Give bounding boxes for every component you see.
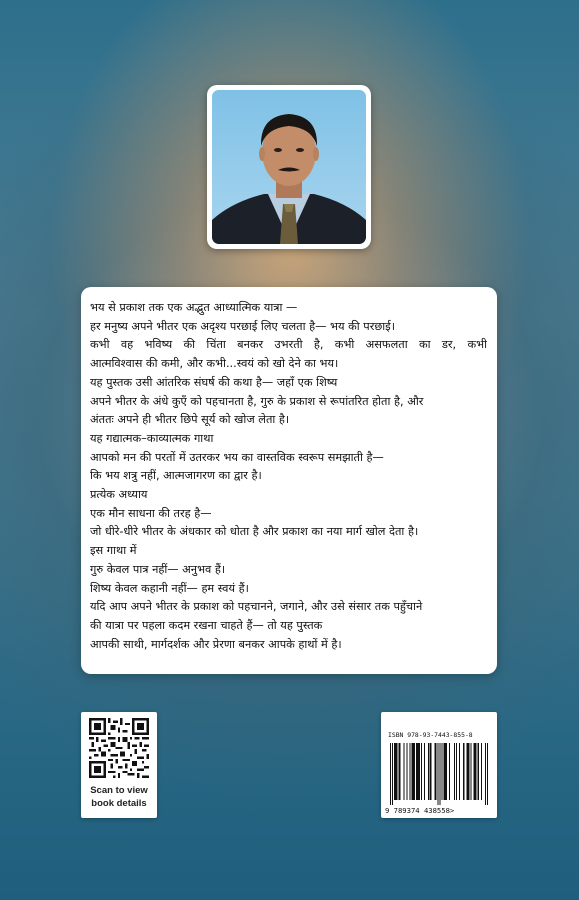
author-photo-frame <box>207 85 371 249</box>
isbn-barcode-card <box>381 712 497 818</box>
barcode-bar <box>449 743 450 800</box>
barcode-bar <box>437 743 438 805</box>
blurb-line: यदि आप अपने भीतर के प्रकाश को पहचानने, जगाने, और उसे संसार तक पहुँचाने <box>90 600 423 614</box>
barcode-bar <box>398 743 399 800</box>
barcode-bar <box>407 743 408 800</box>
barcode-bar <box>487 743 488 805</box>
barcode-bar <box>399 743 400 800</box>
blurb-line: जो धीरे-धीरे भीतर के अंधकार को धोता है और प्रकाश का नया मार्ग खोल देता है। <box>90 525 419 539</box>
barcode-bar <box>466 743 467 800</box>
blurb-card <box>81 287 497 674</box>
barcode-bar <box>395 743 396 800</box>
barcode-bar <box>394 743 395 800</box>
barcode-bar <box>481 743 482 800</box>
barcode-bar <box>476 743 477 800</box>
barcode-bar <box>456 743 457 800</box>
barcode-bar <box>410 743 411 800</box>
blurb-line: यह गद्यात्मक–काव्यात्मक गाथा <box>90 431 214 445</box>
barcode-bar <box>467 743 468 800</box>
barcode-bar <box>463 743 464 800</box>
barcode-bar <box>412 743 413 800</box>
qr-code-card[interactable] <box>81 712 157 818</box>
barcode-bar <box>454 743 455 800</box>
barcode-bar <box>430 743 431 800</box>
barcode-bar <box>440 743 441 805</box>
barcode-bar <box>435 743 436 800</box>
barcode-bar <box>416 743 417 800</box>
barcode-bar <box>459 743 460 800</box>
barcode-bar <box>485 743 486 805</box>
blurb-line: आपको मन की परतों में उतरकर भय का वास्तविक स्वरूप समझाती है— <box>90 450 384 464</box>
barcode-bar <box>468 743 469 800</box>
blurb-line: आपकी साथी, मार्गदर्शक और प्रेरणा बनकर आपके हाथों में है। <box>90 637 342 651</box>
blurb-line: शिष्य केवल कहानी नहीं— हम स्वयं हैं। <box>90 581 249 595</box>
blurb-line: कि भय शत्रु नहीं, आत्मजागरण का द्वार है। <box>90 469 262 483</box>
barcode-bar <box>414 743 415 800</box>
barcode-bar <box>403 743 404 800</box>
barcode-bar <box>419 743 420 800</box>
blurb-line: की यात्रा पर पहला कदम रखना चाहते हैं— तो यह पुस्तक <box>90 618 323 632</box>
barcode-bar <box>475 743 476 800</box>
blurb-line: गुरु केवल पात्र नहीं— अनुभव हैं। <box>90 562 226 576</box>
barcode-arrow: > <box>449 806 455 815</box>
barcode-bar <box>442 743 443 800</box>
barcode-bar <box>396 743 397 800</box>
blurb-line: कभी वह भविष्य की चिंता बनकर उभरती है, कभी असफलता का डर, कभी <box>90 338 487 352</box>
qr-code-icon[interactable] <box>89 718 149 778</box>
barcode-bar <box>446 743 447 800</box>
barcode-bar <box>417 743 418 800</box>
barcode-bar <box>413 743 414 800</box>
qr-caption <box>81 784 157 810</box>
barcode-bar <box>421 743 422 800</box>
blurb-line: एक मौन साधना की तरह है— <box>90 506 212 520</box>
barcode-bar <box>418 743 419 800</box>
barcode-icon <box>390 743 488 805</box>
blurb-line: भय से प्रकाश तक एक अद्भुत आध्यात्मिक यात्रा — <box>90 301 298 314</box>
barcode-bar <box>390 743 391 805</box>
barcode-bar <box>424 743 425 800</box>
blurb-line: आत्मविश्वास की कमी, और कभी...स्वयं को खो देने का भय। <box>90 357 339 371</box>
blurb-line: हर मनुष्य अपने भीतर एक अदृश्य परछाई लिए चलता है— भय की परछाई। <box>90 319 396 333</box>
blurb-line: यह पुस्तक उसी आंतरिक संघर्ष की कथा है— जहाँ एक शिष्य <box>90 375 338 389</box>
barcode-bar <box>474 743 475 800</box>
barcode-number: 9 789374 438558 <box>385 806 450 815</box>
barcode-bar <box>445 743 446 800</box>
author-portrait-icon <box>212 90 366 244</box>
blurb-line: अंततः अपने ही भीतर छिपे सूर्य को खोज लेता है। <box>90 413 290 427</box>
qr-caption-line: book details <box>91 798 147 809</box>
blurb-line: प्रत्येक अध्याय <box>90 488 148 502</box>
barcode-digits <box>385 806 497 815</box>
barcode-bar <box>434 743 435 800</box>
blurb-line: इस गाथा में <box>90 544 137 558</box>
isbn-label: ISBN 978-93-7443-855-8 <box>388 731 473 739</box>
barcode-bar <box>428 743 429 800</box>
barcode-bar <box>444 743 445 800</box>
barcode-bar <box>478 743 479 800</box>
blurb-line: अपने भीतर के अंधे कुएँ को पहचानता है, गुरु के प्रकाश से रूपांतरित होता है, और <box>90 394 424 408</box>
barcode-bar <box>392 743 393 805</box>
barcode-bar <box>470 743 471 800</box>
qr-caption-line: Scan to view <box>90 785 148 796</box>
